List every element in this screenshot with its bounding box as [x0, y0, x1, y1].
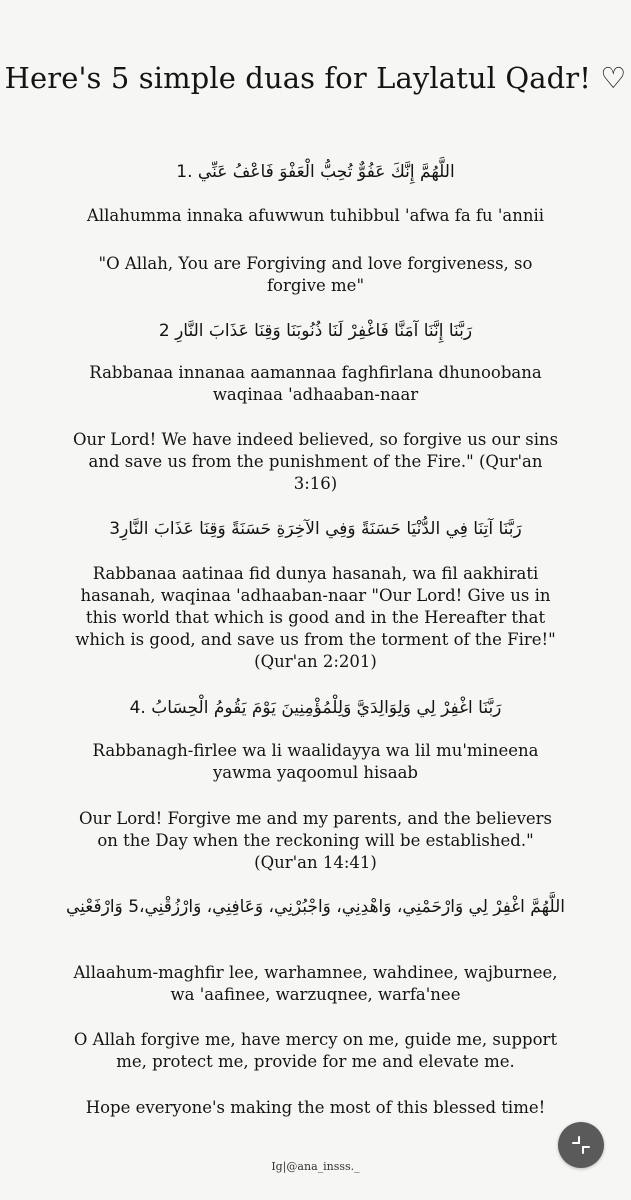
dua-3-transliteration: Rabbanaa aatinaa fid dunya hasanah, wa fil aakhirati hasanah, waqinaa 'adhaaban-naar "Our Lord! Give us in this world that which is good and in the Hereafter that which is good, and save us from the torment of the Fire!" (Qur'an 2:201): [75, 564, 556, 671]
dua-5-transliteration: Allaahum-maghfir lee, warhamnee, wahdinee, wajburnee, wa 'aafinee, warzuqnee, warfa'nee: [73, 963, 558, 1004]
dua-5-translation: O Allah forgive me, have mercy on me, guide me, support me, protect me, provide for me and elevate me.: [73, 1030, 558, 1071]
dua-2-arabic: رَبَّنَا إِنَّنَا آمَنَّا فَاغْفِرْ لَنَا ذُنُوبَنَا وَقِنَا عَذَابَ النَّارِ 2: [158, 321, 473, 341]
dua-2-transliteration: Rabbanaa innanaa aamannaa faghfirlana dhunoobana waqinaa 'adhaaban-naar: [89, 363, 542, 404]
instagram-handle: Ig|@ana_insss._: [271, 1160, 360, 1173]
dua-3-arabic: رَبَّنَا آتِنَا فِي الدُّنْيَا حَسَنَةً وَفِي الآخِرَةِ حَسَنَةً وَقِنَا عَذَابَ النَّارِ3: [109, 519, 522, 539]
closing-line: Hope everyone's making the most of this blessed time!: [85, 1098, 546, 1117]
collapse-arrows-icon: [571, 1135, 591, 1155]
collapse-button[interactable]: [558, 1122, 604, 1168]
dua-1-translation: "O Allah, You are Forgiving and love forgiveness, so forgive me": [98, 254, 533, 295]
page-title: Here's 5 simple duas for Laylatul Qadr! ♡: [4, 61, 627, 95]
dua-2-translation: Our Lord! We have indeed believed, so forgive us our sins and save us from the punishment of the Fire." (Qur'an 3:16): [72, 430, 559, 493]
dua-1-arabic: اللَّهُمَّ إِنَّكَ عَفُوٌّ تُحِبُّ الْعَفْوَ فَاعْفُ عَنِّي .1: [176, 162, 455, 182]
dua-4-translation: Our Lord! Forgive me and my parents, and the believers on the Day when the reckoning will be established." (Qur'an 14:41): [78, 809, 553, 872]
dua-5-arabic: اللَّهُمَّ اغْفِرْ لِي وَارْحَمْنِي، وَاهْدِنِي، وَاجْبُرْنِي، وَعَافِنِي، وَارْزُقْنِي،5 وَارْفَعْنِي: [66, 897, 565, 917]
dua-4-transliteration: Rabbanagh-firlee wa li waalidayya wa lil mu'mineena yawma yaqoomul hisaab: [92, 741, 539, 782]
dua-4-arabic: رَبَّنَا اغْفِرْ لِي وَلِوَالِدَيَّ وَلِلْمُؤْمِنِينَ يَوْمَ يَقُومُ الْحِسَابُ .4: [129, 698, 502, 718]
dua-1-transliteration: Allahumma innaka afuwwun tuhibbul 'afwa fa fu 'annii: [86, 206, 545, 225]
